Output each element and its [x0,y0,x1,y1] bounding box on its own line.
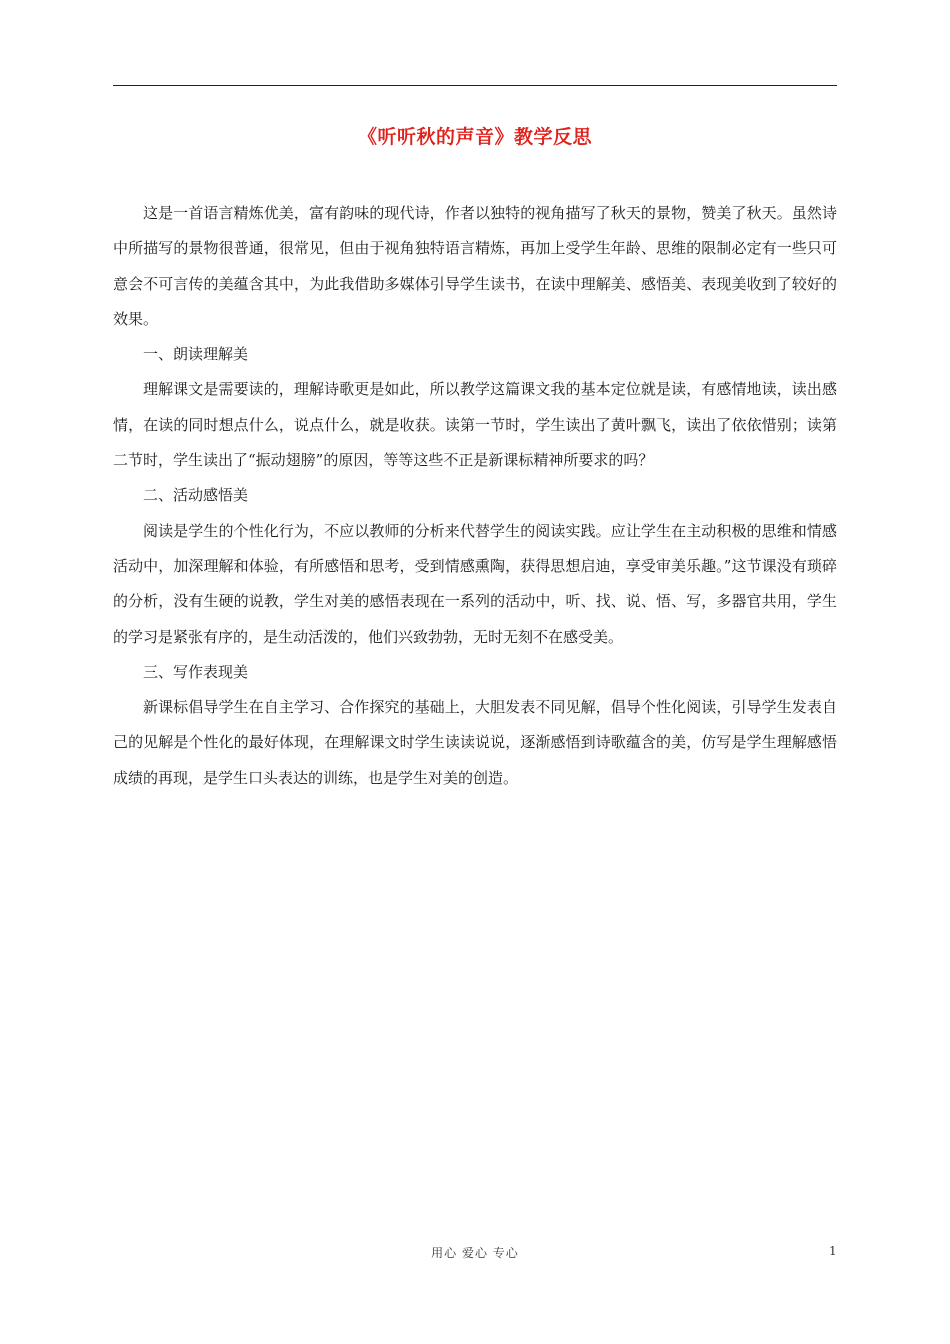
header-rule [113,85,837,86]
section-heading-1: 一、朗读理解美 [143,345,249,364]
paragraph-section-1: 理解课文是需要读的，理解诗歌更是如此，所以教学这篇课文我的基本定位就是读，有感情地读，读出感情，在读的同时想点什么，说点什么，就是收获。读第一节时，学生读出了黄叶飘飞，读出了依依惜别；读第二节时，学生读出了“振动翅膀”的原因，等等这些不正是新课标精神所要求的吗？ [113,380,837,470]
section-heading-3: 三、写作表现美 [143,662,249,681]
section-heading-2: 二、活动感悟美 [143,486,249,505]
paragraph-section-2: 阅读是学生的个性化行为，不应以教师的分析来代替学生的阅读实践。应让学生在主动积极的思维和情感活动中，加深理解和体验，有所感悟和思考，受到情感熏陶，获得思想启迪，享受审美乐趣。”这节课没有琐碎的分析，没有生硬的说教，学生对美的感悟表现在一系列的活动中，听、找、说、悟、写，多器官共用，学生的学习是紧张有序的，是生动活泼的，他们兴致勃勃，无时无刻不在感受美。 [113,521,837,646]
paragraph-section-3: 新课标倡导学生在自主学习、合作探究的基础上，大胆发表不同见解，倡导个性化阅读，引导学生发表自己的见解是个性化的最好体现，在理解课文时学生读读说说，逐渐感悟到诗歌蕴含的美，仿写是学生理解感悟成绩的再现，是学生口头表达的训练，也是学生对美的创造。 [113,698,837,787]
document-title: 《听听秋的声音》教学反思 [357,126,592,148]
document-body [113,196,837,796]
footer-slogan: 用心 爱心 专心 [431,1246,519,1260]
page-number: 1 [829,1244,837,1258]
paragraph-intro: 这是一首语言精炼优美，富有韵味的现代诗，作者以独特的视角描写了秋天的景物，赞美了秋天。虽然诗中所描写的景物很普通，很常见，但由于视角独特语言精炼，再加上受学生年龄、思维的限制必定有一些只可意会不可言传的美蕴含其中，为此我借助多媒体引导学生读书，在读中理解美、感悟美、表现美收到了较好的效果。 [113,204,837,328]
